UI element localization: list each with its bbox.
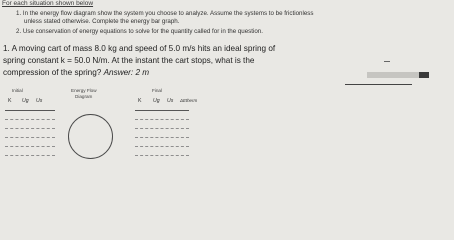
energy-flow-title: Energy Flow [71, 88, 97, 93]
final-col-k: K [138, 98, 142, 104]
system-circle [68, 114, 113, 159]
initial-baseline [5, 110, 55, 111]
final-gridline [135, 155, 189, 156]
problem-line-3 [3, 69, 149, 77]
final-col-ug: Ug [153, 98, 160, 104]
initial-gridline [5, 137, 55, 138]
instructions-header: For each situation shown below [2, 0, 94, 7]
instruction-step-1: 1. In the energy flow diagram show the system you choose to analyze. Assume the systems to be frictionless [16, 10, 314, 17]
final-gridline [135, 146, 189, 147]
final-col-us: Us [167, 98, 174, 104]
problem-line-1: 1. A moving cart of mass 8.0 kg and speed of 5.0 m/s hits an ideal spring of [3, 44, 276, 53]
initial-col-ug: Ug [22, 98, 29, 104]
initial-title: Initial [12, 88, 23, 93]
initial-gridline [5, 155, 55, 156]
final-gridline [135, 137, 189, 138]
problem-line-2: spring constant k = 50.0 N/m. At the instant the cart stops, what is the [3, 56, 255, 65]
initial-gridline [5, 119, 55, 120]
final-col-etherm: ΔEtherm [180, 98, 198, 103]
instruction-step-2: 2. Use conservation of energy equations to solve for the quantity called for in the question. [16, 28, 263, 35]
energy-flow-subtitle: Diagram [75, 94, 93, 99]
instruction-step-1-continued: unless stated otherwise. Complete the energy bar graph. [24, 18, 180, 25]
final-title: Final [152, 88, 162, 93]
initial-col-k: K [8, 98, 12, 104]
final-gridline [135, 128, 189, 129]
initial-gridline [5, 146, 55, 147]
arrow-mark [384, 61, 390, 62]
final-baseline [135, 110, 189, 111]
final-gridline [135, 119, 189, 120]
problem-question: compression of the spring? [3, 68, 102, 77]
initial-gridline [5, 128, 55, 129]
problem-answer: Answer: 2 m [103, 68, 150, 77]
ground-line [345, 84, 412, 85]
initial-col-us: Us [36, 98, 43, 104]
wall-block [419, 72, 429, 78]
